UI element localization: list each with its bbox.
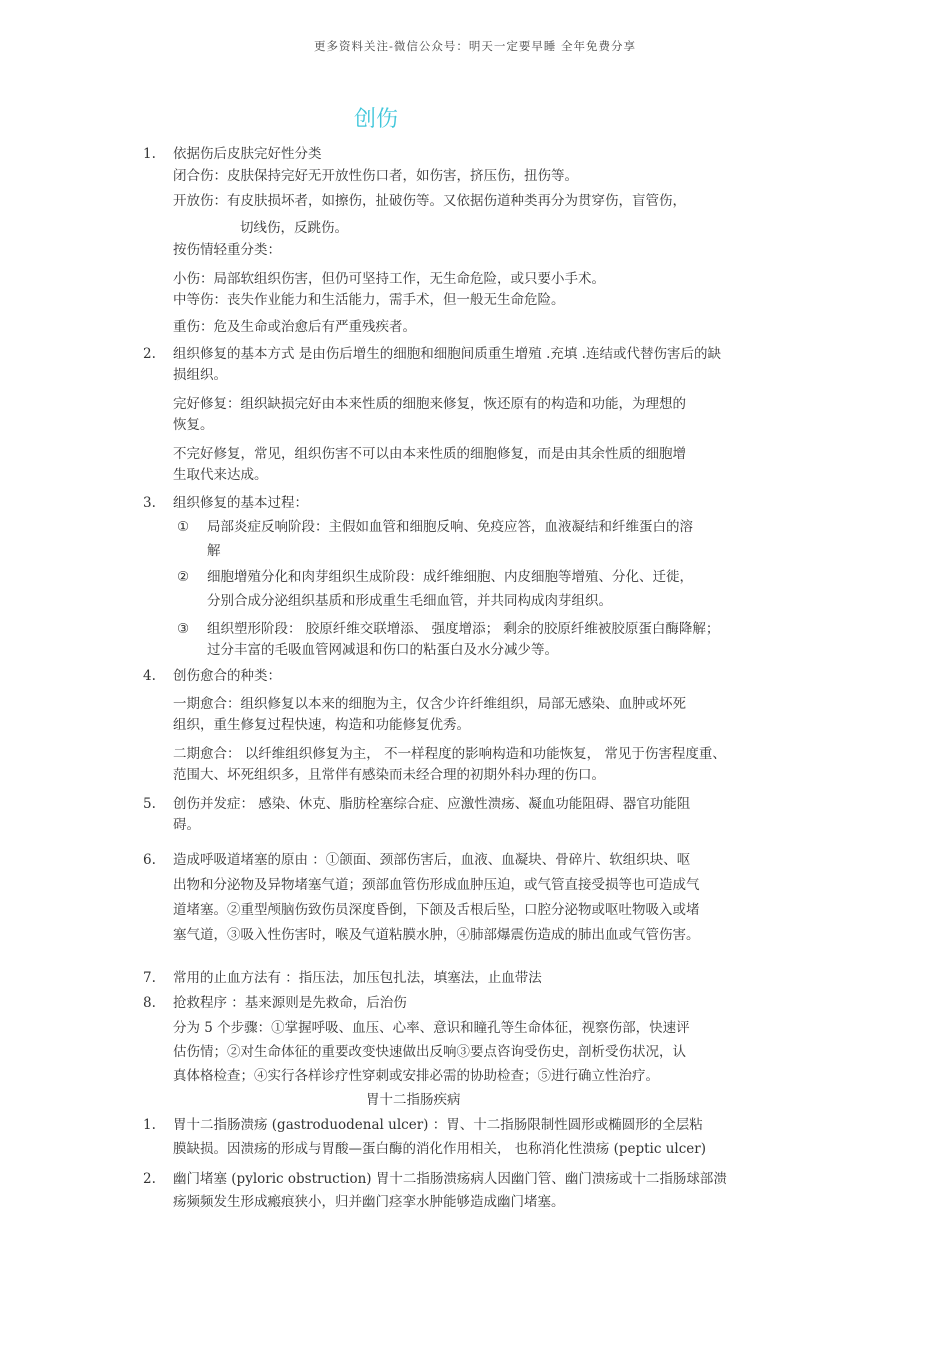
text-line: 造成呼吸道堵塞的原由 ：①颌面、颈部伤害后，血液、血凝块、骨碎片、软组织块、呕: [173, 852, 691, 868]
item-number-3: 3.: [143, 495, 156, 511]
text-line: 解: [207, 543, 221, 559]
circled-number-3: ③: [177, 621, 190, 637]
page-title: 创伤: [354, 107, 399, 132]
text-line: 分别合成分泌组织基质和形成重生毛细血管，并共同构成肉芽组织。: [207, 593, 612, 609]
item-number-2: 2.: [143, 1171, 156, 1187]
text-line: 常用的止血方法有 ：指压法，加压包扎法，填塞法，止血带法: [173, 970, 542, 986]
item-number-6: 6.: [143, 852, 156, 868]
text-line: 疡频频发生形成瘢痕狭小，归并幽门痉挛水肿能够造成幽门堵塞。: [173, 1194, 565, 1210]
text-line: 局部炎症反响阶段：主假如血管和细胞反响、免疫应答，血液凝结和纤维蛋白的溶: [207, 519, 693, 535]
text-line: 细胞增殖分化和肉芽组织生成阶段：成纤维细胞、内皮细胞等增殖、分化、迁徙，: [207, 569, 693, 585]
text-line: 组织，重生修复过程快速，构造和功能修复优秀。: [173, 717, 470, 733]
text-line: 组织塑形阶段： 胶原纤维交联增添、 强度增添； 剩余的胶原纤维被胶原蛋白酶降解；: [207, 621, 720, 637]
page-header: 更多资料关注-微信公众号：明天一定要早睡 全年免费分享: [313, 39, 637, 53]
item-number-5: 5.: [143, 796, 156, 812]
text-line: 组织修复的基本过程：: [173, 495, 308, 511]
text-line: 小伤：局部软组织伤害，但仍可坚持工作，无生命危险，或只要小手术。: [173, 271, 605, 287]
text-line: 二期愈合： 以纤维组织修复为主， 不一样程度的影响构造和功能恢复， 常见于伤害程度重、: [173, 746, 726, 762]
text-line: 范围大、坏死组织多，且常伴有感染而未经合理的初期外科办理的伤口。: [173, 767, 605, 783]
item-number-7: 7.: [143, 970, 156, 986]
item-number-1: 1.: [143, 1117, 156, 1133]
text-line: 估伤情；②对生命体征的重要改变快速做出反响③要点咨询受伤史，剖析受伤状况，认: [173, 1044, 686, 1060]
text-line: 按伤情轻重分类：: [173, 242, 281, 258]
text-line: 依据伤后皮肤完好性分类: [173, 146, 322, 162]
text-line: 完好修复：组织缺损完好由本来性质的细胞来修复，恢还原有的构造和功能，为理想的: [173, 396, 686, 412]
text-line: 中等伤：丧失作业能力和生活能力，需手术，但一般无生命危险。: [173, 292, 565, 308]
item-number-8: 8.: [143, 995, 156, 1011]
circled-number-1: ①: [177, 519, 190, 535]
text-line: 一期愈合：组织修复以本来的细胞为主，仅含少许纤维组织，局部无感染、血肿或坏死: [173, 696, 686, 712]
text-line: 闭合伤：皮肤保持完好无开放性伤口者，如伤害，挤压伤，扭伤等。: [173, 168, 578, 184]
text-line: 创伤并发症： 感染、休克、脂肪栓塞综合症、应激性溃疡、凝血功能阻碍、器官功能阻: [173, 796, 691, 812]
item-number-4: 4.: [143, 668, 156, 684]
text-line: 恢复。: [173, 417, 214, 433]
circled-number-2: ②: [177, 569, 190, 585]
text-line: 创伤愈合的种类：: [173, 668, 281, 684]
text-line: 抢救程序 ：基来源则是先救命，后治伤: [173, 995, 407, 1011]
text-line: 出物和分泌物及异物堵塞气道；颈部血管伤形成血肿压迫，或气管直接受损等也可造成气: [173, 877, 700, 893]
text-line: 不完好修复，常见，组织伤害不可以由本来性质的细胞修复，而是由其余性质的细胞增: [173, 446, 686, 462]
text-line: 真体格检查；④实行各样诊疗性穿刺或安排必需的协助检查；⑤进行确立性治疗。: [173, 1068, 659, 1084]
text-line: 重伤：危及生命或治愈后有严重残疾者。: [173, 319, 416, 335]
item-number-2: 2.: [143, 346, 156, 362]
item-number-1: 1.: [143, 146, 156, 162]
text-line: 生取代来达成。: [173, 467, 268, 483]
text-line: 切线伤，反跳伤。: [240, 220, 348, 236]
text-line: 塞气道，③吸入性伤害时，喉及气道粘膜水肿，④肺部爆震伤造成的肺出血或气管伤害。: [173, 927, 700, 943]
text-line: 开放伤：有皮肤损坏者，如擦伤，扯破伤等。又依据伤道种类再分为贯穿伤，盲管伤，: [173, 193, 686, 209]
text-line: 胃十二指肠溃疡 (gastroduodenal ulcer) ：胃、十二指肠限制性圆形或椭圆形的全层粘: [173, 1117, 703, 1133]
text-line: 幽门堵塞 (pyloric obstruction) 胃十二指肠溃疡病人因幽门管、幽门溃疡或十二指肠球部溃: [173, 1171, 727, 1187]
text-line: 损组织。: [173, 367, 227, 383]
text-line: 组织修复的基本方式 是由伤后增生的细胞和细胞间质重生增殖 .充填 .连结或代替伤害后的缺: [173, 346, 721, 362]
text-line: 道堵塞。②重型颅脑伤致伤员深度昏倒，下颌及舌根后坠，口腔分泌物或呕吐物吸入或堵: [173, 902, 700, 918]
text-line: 膜缺损。因溃疡的形成与胃酸—蛋白酶的消化作用相关， 也称消化性溃疡 (peptic ulcer): [173, 1141, 706, 1157]
text-line: 过分丰富的毛吸血管网减退和伤口的粘蛋白及水分减少等。: [207, 642, 558, 658]
text-line: 碍。: [173, 817, 200, 833]
text-line: 分为 5 个步骤：①掌握呼吸、血压、心率、意识和瞳孔等生命体征，视察伤部，快速评: [173, 1020, 690, 1036]
section-heading: 胃十二指肠疾病: [366, 1092, 461, 1108]
